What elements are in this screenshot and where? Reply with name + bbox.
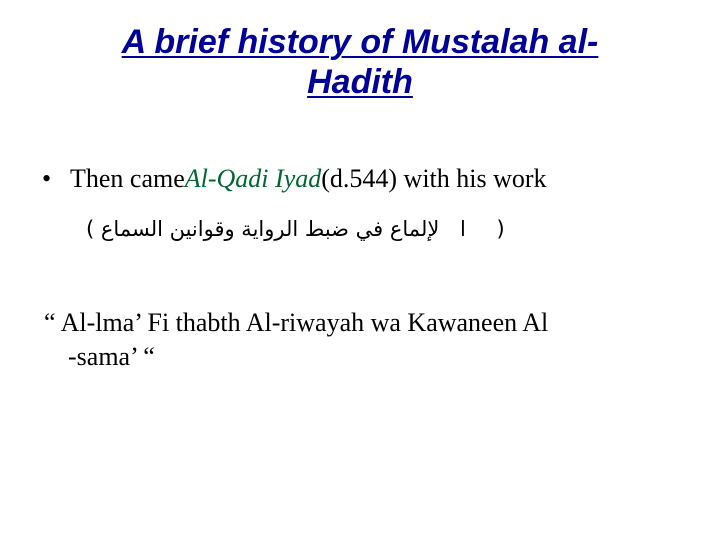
title-line-1: A brief history of Mustalah al- (121, 23, 599, 61)
arabic-title-text: لإلماع في ضبط الرواية وقوانين السماع (100, 217, 440, 241)
arabic-work-title (86, 212, 586, 246)
bullet-item (42, 162, 692, 196)
title-line-2: Hadith (307, 63, 413, 101)
transliteration-line-1: “ Al-lma’ Fi thabth Al-riwayah wa Kawaneen Al (44, 308, 549, 337)
transliteration-line-2: -sama’ “ (68, 342, 155, 371)
arabic-mark: ا (460, 217, 466, 241)
arabic-close-paren: ) (496, 217, 505, 241)
transliteration (44, 306, 694, 374)
bullet-marker: • (42, 164, 52, 193)
bullet-text-after: (d.544) with his work (321, 164, 547, 193)
slide-title (40, 22, 680, 102)
scholar-name: Al-Qadi Iyad (184, 164, 322, 193)
bullet-text-before: Then came (70, 164, 185, 193)
arabic-open-paren: ( (86, 217, 95, 241)
